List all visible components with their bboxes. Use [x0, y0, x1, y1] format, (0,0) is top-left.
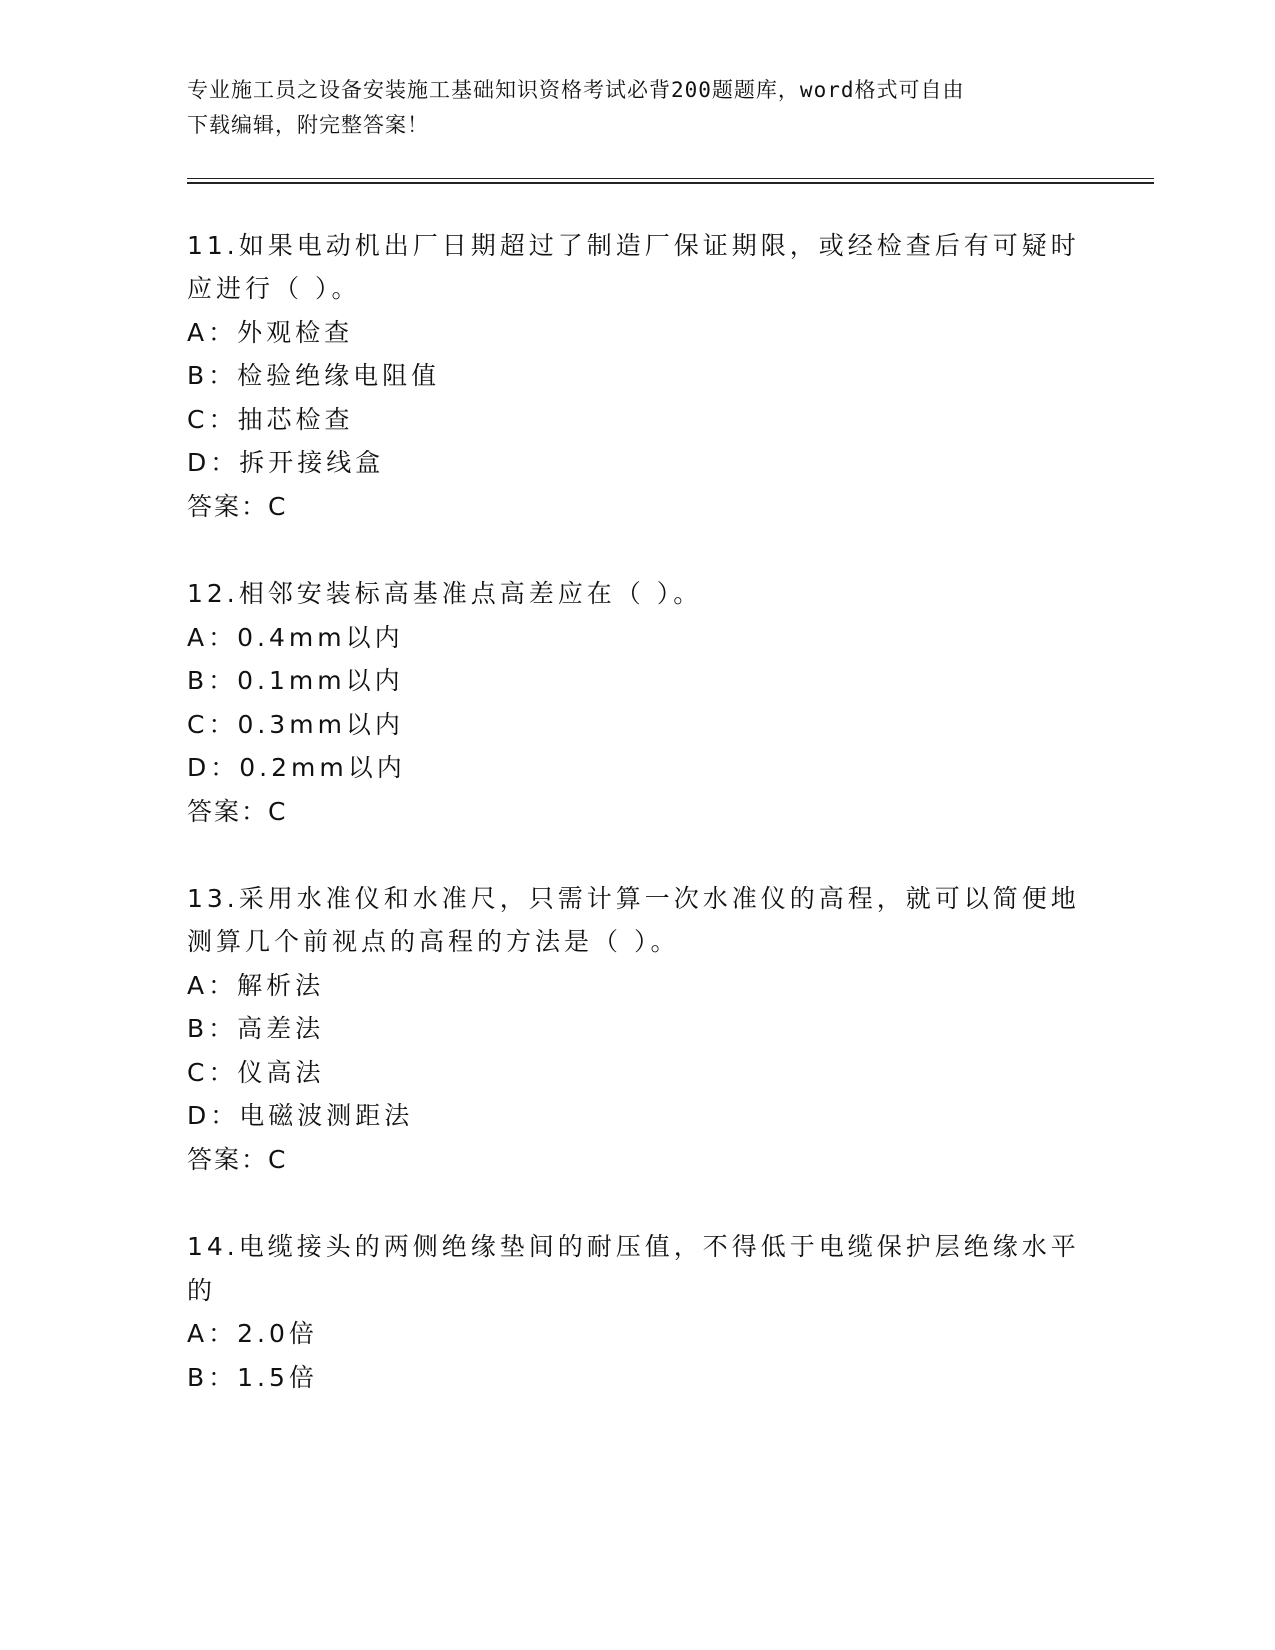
question-12-text: 12.相邻安装标高基准点高差应在（ ）。	[187, 579, 703, 608]
question-14-text-cont: 的	[187, 1276, 217, 1305]
question-11-text-cont: 应进行（ ）。	[187, 274, 361, 303]
header-line-1: 专业施工员之设备安装施工基础知识资格考试必背200题题库，word格式可自由	[187, 78, 965, 102]
question-13-text-cont: 测算几个前视点的高程的方法是（ ）。	[187, 927, 680, 956]
question-14-option-a: A：2.0倍	[187, 1319, 318, 1348]
question-11-answer: 答案：C	[187, 492, 288, 521]
header-divider	[187, 178, 1154, 179]
question-13-option-a: A：解析法	[187, 971, 325, 1000]
question-13-option-d: D：电磁波测距法	[187, 1101, 414, 1130]
header-line-2: 下载编辑，附完整答案！	[187, 113, 429, 137]
question-13-option-c: C：仪高法	[187, 1058, 325, 1087]
question-13-answer: 答案：C	[187, 1145, 288, 1174]
question-11-text: 11.如果电动机出厂日期超过了制造厂保证期限，或经检查后有可疑时	[187, 231, 1080, 260]
question-12-option-b: B：0.1mm以内	[187, 666, 404, 695]
question-13-option-b: B：高差法	[187, 1014, 325, 1043]
question-13-text: 13.采用水准仪和水准尺，只需计算一次水准仪的高程，就可以简便地	[187, 884, 1080, 913]
question-14-text: 14.电缆接头的两侧绝缘垫间的耐压值，不得低于电缆保护层绝缘水平	[187, 1232, 1080, 1261]
question-11-option-a: A：外观检查	[187, 318, 354, 347]
question-12-answer: 答案：C	[187, 797, 288, 826]
question-14-option-b: B：1.5倍	[187, 1363, 318, 1392]
question-12-option-d: D：0.2mm以内	[187, 753, 406, 782]
document-header	[187, 73, 1067, 143]
question-12-option-a: A：0.4mm以内	[187, 623, 404, 652]
question-11-option-c: C：抽芯检查	[187, 405, 354, 434]
question-11-option-b: B：检验绝缘电阻值	[187, 361, 441, 390]
question-11-option-d: D：拆开接线盒	[187, 448, 385, 477]
question-12-option-c: C：0.3mm以内	[187, 710, 404, 739]
header-divider-thick	[187, 182, 1154, 184]
